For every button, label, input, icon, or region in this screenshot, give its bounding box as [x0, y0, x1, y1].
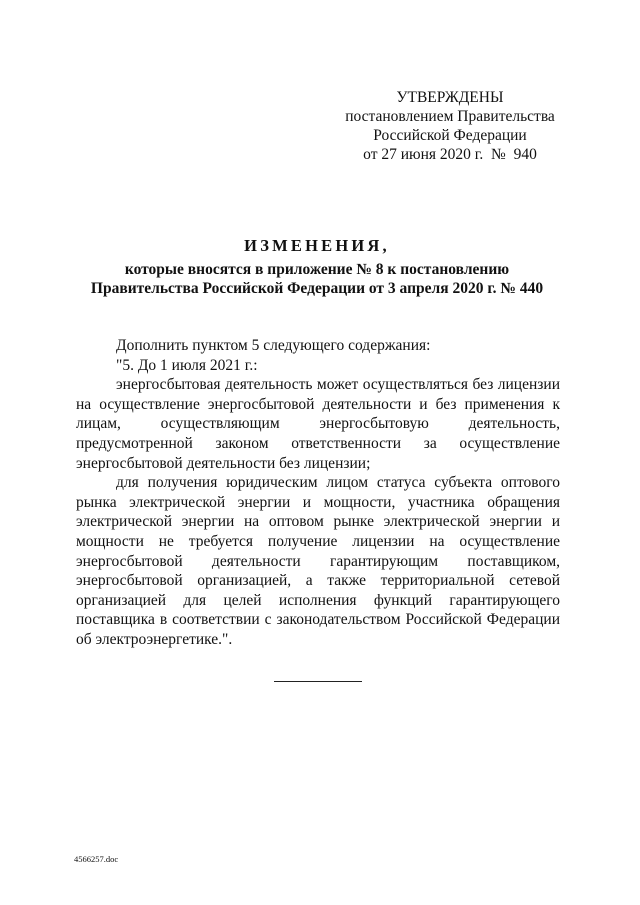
approval-line-2: Российской Федерации — [373, 127, 527, 144]
approval-block — [340, 88, 560, 164]
document-subtitle — [74, 260, 560, 298]
approval-date-number: от 27 июня 2020 г. № 940 — [363, 146, 537, 163]
paragraph-2: для получения юридическим лицом статуса субъекта оптового рынка электрической энергии и мощности, участника обращения электрической энергии на оптовом рынке электрической энергии и мощности не требуется получение лицензии на осуществление энергосбытовой деятельности гарантирующим поставщиком, энергосбытовой организацией, а также территориальной сетевой организацией для целей исполнения функций гарантирующего поставщика в соответствии с законодательством Российской Федерации об электроэнергетике.". — [76, 474, 560, 648]
subtitle-line-2: Правительства Российской Федерации от 3 апреля 2020 г. № 440 — [90, 280, 544, 297]
paragraph-1: энергосбытовая деятельность может осуществляться без лицензии на осуществление энергосбытовой деятельности и без применения к лицам, осуществляющим энергосбытовую деятельность, предусмотренной законом ответственности за осуществление энергосбытовой деятельности без лицензии; — [76, 376, 560, 472]
document-code: 4566257.doc — [74, 854, 119, 864]
document-body — [76, 336, 560, 650]
subtitle-line-1: которые вносятся в приложение № 8 к постановлению — [124, 261, 510, 278]
approval-line-1: постановлением Правительства — [345, 108, 555, 125]
approval-title: УТВЕРЖДЕНЫ — [396, 89, 504, 106]
item-start-paragraph: "5. До 1 июля 2021 г.: — [116, 356, 258, 374]
intro-paragraph: Дополнить пунктом 5 следующего содержания: — [116, 337, 431, 354]
document-title: ИЗМЕНЕНИЯ, — [244, 236, 390, 255]
end-divider — [274, 681, 362, 682]
